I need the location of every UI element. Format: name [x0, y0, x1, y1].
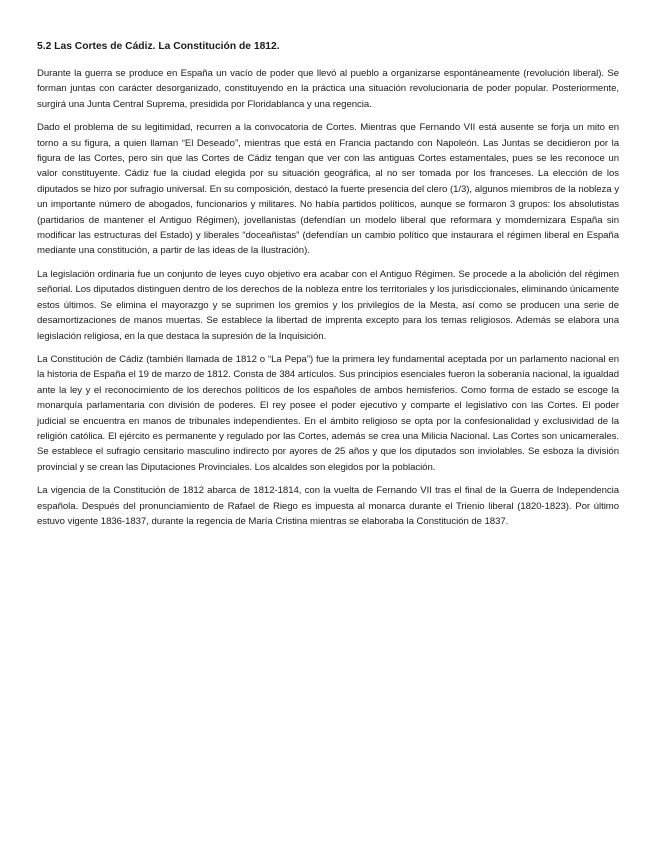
section-heading: 5.2 Las Cortes de Cádiz. La Constitución de 1812. — [37, 41, 280, 52]
paragraph-vigencia: La vigencia de la Constitución de 1812 abarca de 1812-1814, con la vuelta de Fernando VII tras el final de la Guerra de Independencia española. Después del pronunciamiento de Rafael de Riego es impuesta al monarca durante el Trienio liberal (1820-1823). Por último estuvo vigente 1836-1837, durante la regencia de María Cristina mientras se elaboraba la Constitución de 1837. — [37, 485, 619, 527]
paragraph-vacio-de-poder: Durante la guerra se produce en España un vacío de poder que llevó al pueblo a organizarse espontáneamente (revolución liberal). Se forman juntas con carácter desorganizado, constituyendo en la práctica una situación revolucionaria de poder popular. Posteriormente, surgirá una Junta Central Suprema, presidida por Floridablanca y una regencia. — [37, 68, 619, 110]
paragraph-legislacion-ordinaria: La legislación ordinaria fue un conjunto de leyes cuyo objetivo era acabar con el Antiguo Régimen. Se procede a la abolición del régimen señorial. Los diputados distinguen dentro de los derechos de la nobleza entre los territoriales y los jurisdiccionales, eliminando únicamente estos últimos. Se elimina el mayorazgo y se suprimen los gremios y los privilegios de la Mesta, así como se producen una serie de desamortizaciones de manos muertas. Se establece la libertad de imprenta excepto para los temas religiosos. Además se elabora una legislación religiosa, en la que destaca la supresión de la Inquisición. — [37, 268, 619, 342]
paragraph-constitucion-cadiz: La Constitución de Cádiz (también llamada de 1812 o “La Pepa”) fue la primera ley fundamental aceptada por un parlamento nacional en la historia de España el 19 de marzo de 1812. Consta de 384 artículos. Sus principios esenciales fueron la soberanía nacional, la igualdad ante la ley y el reconocimiento de los derechos políticos de los españoles de ambos hemisferios. Como forma de estado se escoge la monarquía parlamentaria con división de poderes. El rey posee el poder ejecutivo y comparte el legislativo con las Cortes. El poder judicial se encuentra en manos de tribunales independientes. En el ámbito religioso se opta por la confesionalidad y exclusividad de la religión católica. El ejército es permanente y regulado por las Cortes, además se crea una Milicia Nacional. Las Cortes son unicamerales. Se establece el sufragio censitario masculino indirecto por ayores de 25 años y que los diputados son inviolables. Se esboza la división provincial y se crean las Diputaciones Provinciales. Los alcaldes son elegidos por la población. — [37, 353, 619, 473]
paragraph-convocatoria-cortes: Dado el problema de su legitimidad, recurren a la convocatoria de Cortes. Mientras que Fernando VII está ausente se forja un mito en torno a su figura, a quien llaman “El Deseado”, mientras que está en Francia pactando con Napoleón. Las Juntas se decidieron por la figura de las Cortes, pero sin que las Cortes de Cádiz tengan que ver con las antiguas Cortes estamentales, pues se les reconoce un valor constituyente. Cádiz fue la ciudad elegida por su situación geográfica, al no ser tomada por los franceses. La elección de los diputados se hizo por sufragio universal. En su composición, destacó la fuerte presencia del clero (1/3), algunos miembros de la nobleza y un importante número de abogados, funcionarios y militares. No había partidos políticos, aunque se formaron 3 grupos: los absolutistas (partidarios de mantener el Antiguo Régimen), jovellanistas (defendían un modelo liberal que reformara y momdernizara España sin modificar las estructuras del Estado) y liberales “doceañistas” (defendían un cambio político que instaurara el régimen liberal en España mediante una constitución, a partir de las ideas de la Ilustración). — [37, 122, 619, 257]
